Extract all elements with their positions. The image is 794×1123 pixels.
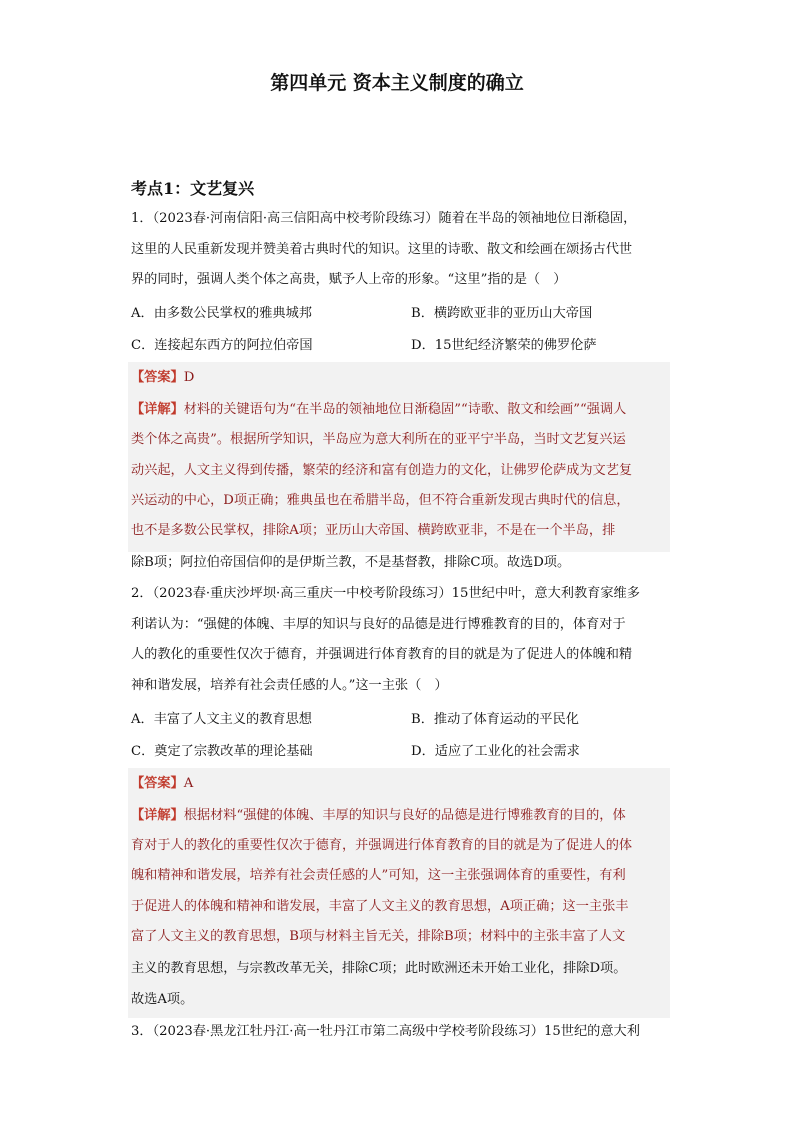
- q1-detail-line: 类个体之高贵”。根据所学知识，半岛应为意大利所在的亚平宁半岛，当时文艺复兴运: [131, 432, 626, 447]
- q1-stem-line: 这里的人民重新发现并赞美着古典时代的知识。这里的诗歌、散文和绘画在颂扬古代世: [131, 242, 633, 257]
- q1-detail-line: 动兴起，人文主义得到传播，繁荣的经济和富有创造力的文化，让佛罗伦萨成为文艺复: [131, 463, 633, 478]
- detail-tag: 【详解】: [131, 808, 184, 823]
- q1-option-b: B．横跨欧亚非的亚历山大帝国: [411, 306, 593, 321]
- q2-stem-line: 人的教化的重要性仅次于德育，并强调进行体育教育的目的就是为了促进人的体魄和精: [131, 647, 633, 662]
- q3-stem-line: 3．（2023春·黑龙江牡丹江·高一牡丹江市第二高级中学校考阶段练习）15世纪的意大利: [131, 1024, 640, 1039]
- q2-option-c: C．奠定了宗教改革的理论基础: [131, 744, 313, 759]
- detail-tag: 【详解】: [131, 402, 184, 417]
- q1-option-a: A．由多数公民掌权的雅典城邦: [131, 306, 312, 321]
- detail-text: 材料的关键语句为“在半岛的领袖地位日渐稳固”“诗歌、散文和绘画”“强调人: [183, 402, 627, 417]
- q1-detail-line: [131, 400, 666, 420]
- q2-detail-line: 育对于人的教化的重要性仅次于德育，并强调进行体育教育的目的就是为了促进人的体: [131, 838, 633, 853]
- answer-value: A: [183, 776, 194, 791]
- q1-detail-line: 除B项；阿拉伯帝国信仰的是伊斯兰教，不是基督教，排除C项。故选D项。: [131, 555, 571, 570]
- q2-stem-line: 2．（2023春·重庆沙坪坝·高三重庆一中校考阶段练习）15世纪中叶，意大利教育家维多: [131, 586, 640, 601]
- q2-detail-line: 魄和精神和谐发展，培养有社会责任感的人”可知，这一主张强调体育的重要性，有利: [131, 868, 626, 883]
- section-heading: 考点1：文艺复兴: [131, 179, 255, 198]
- q2-option-a: A．丰富了人文主义的教育思想: [131, 712, 312, 727]
- q2-detail-line: 于促进人的体魄和精神和谐发展，丰富了人文主义的教育思想，A项正确；这一主张丰: [131, 899, 629, 914]
- q2-detail-line: 富了人文主义的教育思想，B项与材料主旨无关，排除B项；材料中的主张丰富了人文: [131, 929, 626, 944]
- q2-stem-line: 神和谐发展，培养有社会责任感的人。”这一主张（ ）: [131, 678, 448, 693]
- q2-answer: [131, 774, 666, 794]
- q1-detail-line: 兴运动的中心，D项正确；雅典虽也在希腊半岛，但不符合重新发现古典时代的信息，: [131, 493, 630, 508]
- q2-option-b: B．推动了体育运动的平民化: [411, 712, 579, 727]
- q1-detail-line: 也不是多数公民掌权，排除A项；亚历山大帝国、横跨欧亚非，不是在一个半岛，排: [131, 523, 616, 538]
- q1-option-c: C．连接起东西方的阿拉伯帝国: [131, 338, 313, 353]
- q2-option-d: D．适应了工业化的社会需求: [411, 744, 580, 759]
- detail-text: 根据材料“强健的体魄、丰厚的知识与良好的品德是进行博雅教育的目的，体: [183, 808, 626, 823]
- q2-detail-line: 主义的教育思想，与宗教改革无关，排除C项；此时欧洲还未开始工业化，排除D项。: [131, 961, 627, 976]
- page-title: 第四单元 资本主义制度的确立: [270, 72, 524, 94]
- answer-tag: 【答案】: [131, 370, 184, 385]
- answer-value: D: [183, 370, 195, 385]
- answer-tag: 【答案】: [131, 776, 184, 791]
- q2-stem-line: 利诺认为：“强健的体魄、丰厚的知识与良好的品德是进行博雅教育的目的，体育对于: [131, 617, 626, 632]
- q1-stem-line: 界的同时，强调人类个体之高贵，赋予人上帝的形象。“这里”指的是（ ）: [131, 272, 567, 287]
- q2-detail-line: [131, 806, 666, 826]
- q2-detail-line: 故选A项。: [131, 992, 194, 1007]
- q1-stem-line: 1．（2023春·河南信阳·高三信阳高中校考阶段练习）随着在半岛的领袖地位日渐稳固，: [131, 211, 637, 226]
- q1-answer: [131, 368, 666, 388]
- q1-option-d: D．15世纪经济繁荣的佛罗伦萨: [411, 338, 597, 353]
